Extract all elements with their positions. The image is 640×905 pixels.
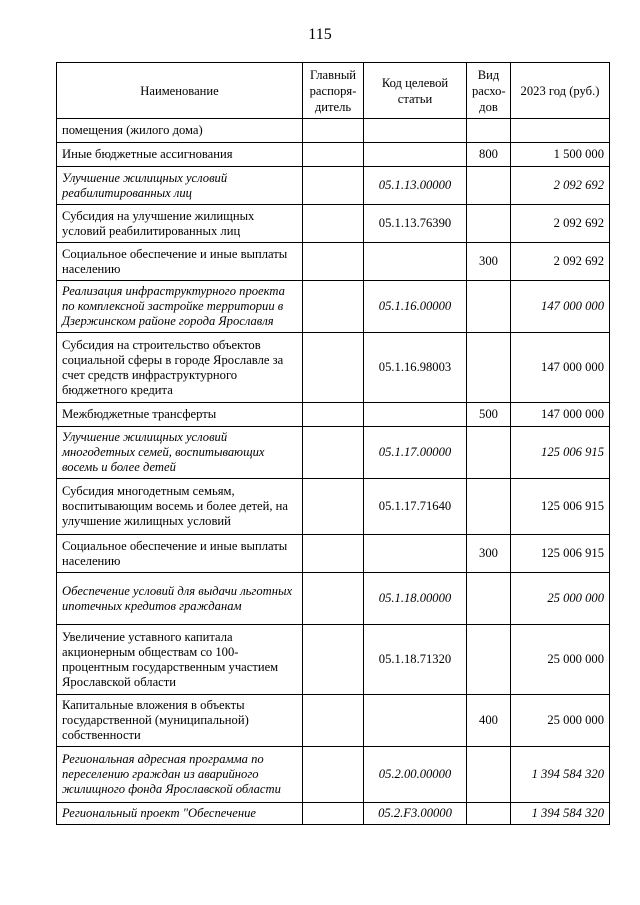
header-amount: 2023 год (руб.) <box>511 63 610 119</box>
cell-admin <box>303 281 364 333</box>
cell-name: Увеличение уставного капитала акционерным обществам со 100-процентным государственным участием Ярославской области <box>57 625 303 695</box>
cell-amount: 2 092 692 <box>511 205 610 243</box>
cell-kind <box>467 427 511 479</box>
table-row <box>57 333 610 403</box>
table-row <box>57 119 610 143</box>
cell-admin <box>303 333 364 403</box>
cell-name: Обеспечение условий для выдачи льготных ипотечных кредитов гражданам <box>57 573 303 625</box>
cell-amount: 1 500 000 <box>511 143 610 167</box>
cell-admin <box>303 695 364 747</box>
cell-code <box>364 143 467 167</box>
cell-kind <box>467 333 511 403</box>
cell-name: Региональный проект "Обеспечение <box>57 803 303 825</box>
cell-admin <box>303 243 364 281</box>
table-row <box>57 747 610 803</box>
cell-name: Социальное обеспечение и иные выплаты населению <box>57 243 303 281</box>
cell-amount: 1 394 584 320 <box>511 747 610 803</box>
header-admin: Главный распоря-дитель <box>303 63 364 119</box>
cell-name: Улучшение жилищных условий реабилитированных лиц <box>57 167 303 205</box>
table-row <box>57 167 610 205</box>
cell-kind: 300 <box>467 535 511 573</box>
cell-code: 05.1.18.00000 <box>364 573 467 625</box>
cell-amount: 125 006 915 <box>511 535 610 573</box>
cell-name: помещения (жилого дома) <box>57 119 303 143</box>
cell-amount: 125 006 915 <box>511 427 610 479</box>
cell-kind: 300 <box>467 243 511 281</box>
cell-admin <box>303 803 364 825</box>
cell-code: 05.1.17.71640 <box>364 479 467 535</box>
cell-kind: 500 <box>467 403 511 427</box>
cell-code <box>364 535 467 573</box>
cell-amount: 25 000 000 <box>511 625 610 695</box>
cell-amount: 1 394 584 320 <box>511 803 610 825</box>
cell-kind <box>467 119 511 143</box>
cell-name: Капитальные вложения в объекты государственной (муниципальной) собственности <box>57 695 303 747</box>
cell-kind <box>467 205 511 243</box>
table-row <box>57 535 610 573</box>
cell-code: 05.1.13.00000 <box>364 167 467 205</box>
cell-name: Региональная адресная программа по переселению граждан из аварийного жилищного фонда Ярославской области <box>57 747 303 803</box>
cell-admin <box>303 625 364 695</box>
cell-admin <box>303 573 364 625</box>
cell-amount: 125 006 915 <box>511 479 610 535</box>
cell-code: 05.1.18.71320 <box>364 625 467 695</box>
cell-kind <box>467 747 511 803</box>
cell-kind <box>467 573 511 625</box>
cell-name: Субсидия на улучшение жилищных условий реабилитированных лиц <box>57 205 303 243</box>
header-name: Наименование <box>57 63 303 119</box>
cell-name: Субсидия многодетным семьям, воспитывающим восемь и более детей, на улучшение жилищных условий <box>57 479 303 535</box>
cell-amount: 2 092 692 <box>511 167 610 205</box>
table-row <box>57 695 610 747</box>
cell-admin <box>303 403 364 427</box>
table-row <box>57 243 610 281</box>
cell-code: 05.2.F3.00000 <box>364 803 467 825</box>
cell-amount: 147 000 000 <box>511 403 610 427</box>
cell-admin <box>303 143 364 167</box>
cell-name: Улучшение жилищных условий многодетных семей, воспитывающих восемь и более детей <box>57 427 303 479</box>
cell-name: Межбюджетные трансферты <box>57 403 303 427</box>
table-row <box>57 479 610 535</box>
cell-kind: 400 <box>467 695 511 747</box>
table-row <box>57 143 610 167</box>
cell-amount: 25 000 000 <box>511 573 610 625</box>
header-code: Код целевой статьи <box>364 63 467 119</box>
cell-name: Социальное обеспечение и иные выплаты населению <box>57 535 303 573</box>
cell-admin <box>303 747 364 803</box>
cell-code <box>364 243 467 281</box>
cell-kind <box>467 625 511 695</box>
table-header-row <box>57 63 610 119</box>
cell-code: 05.2.00.00000 <box>364 747 467 803</box>
table-row <box>57 573 610 625</box>
cell-kind: 800 <box>467 143 511 167</box>
header-kind: Вид расхо-дов <box>467 63 511 119</box>
budget-table <box>56 62 610 825</box>
cell-kind <box>467 479 511 535</box>
cell-name: Реализация инфраструктурного проекта по комплексной застройке территории в Дзержинском районе города Ярославля <box>57 281 303 333</box>
cell-code <box>364 119 467 143</box>
table-row <box>57 205 610 243</box>
table-row <box>57 625 610 695</box>
cell-amount: 147 000 000 <box>511 333 610 403</box>
cell-kind <box>467 803 511 825</box>
table-row <box>57 403 610 427</box>
cell-admin <box>303 479 364 535</box>
cell-kind <box>467 167 511 205</box>
cell-amount <box>511 119 610 143</box>
table-row <box>57 427 610 479</box>
cell-code: 05.1.16.98003 <box>364 333 467 403</box>
cell-amount: 147 000 000 <box>511 281 610 333</box>
cell-code <box>364 695 467 747</box>
cell-amount: 25 000 000 <box>511 695 610 747</box>
cell-code: 05.1.13.76390 <box>364 205 467 243</box>
cell-code: 05.1.17.00000 <box>364 427 467 479</box>
cell-admin <box>303 205 364 243</box>
cell-admin <box>303 535 364 573</box>
cell-admin <box>303 427 364 479</box>
cell-code <box>364 403 467 427</box>
cell-name: Иные бюджетные ассигнования <box>57 143 303 167</box>
cell-admin <box>303 167 364 205</box>
table-row <box>57 803 610 825</box>
cell-kind <box>467 281 511 333</box>
page-number: 115 <box>308 26 332 43</box>
cell-name: Субсидия на строительство объектов социальной сферы в городе Ярославле за счет средств инфраструктурного бюджетного кредита <box>57 333 303 403</box>
table-row <box>57 281 610 333</box>
cell-amount: 2 092 692 <box>511 243 610 281</box>
cell-code: 05.1.16.00000 <box>364 281 467 333</box>
cell-admin <box>303 119 364 143</box>
